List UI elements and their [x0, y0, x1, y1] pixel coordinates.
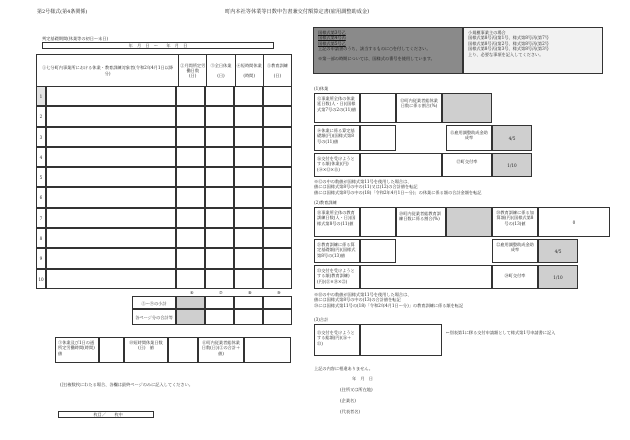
total-cell[interactable]: [205, 309, 234, 325]
section-title-leave: (1)休業: [314, 86, 329, 91]
fullday-cell[interactable]: [205, 86, 234, 106]
table-row: [36, 86, 292, 106]
total-days-field[interactable]: [244, 337, 291, 363]
training-cell[interactable]: [263, 228, 292, 248]
employee-name-cell[interactable]: [46, 147, 176, 167]
table-row: [36, 208, 292, 228]
row-number: 1: [36, 86, 46, 106]
training-town-rate-label: ㉔町交付率: [492, 265, 538, 289]
training-amount-field[interactable]: [360, 265, 492, 289]
employee-name-cell[interactable]: [46, 248, 176, 268]
workdays-cell[interactable]: [176, 208, 205, 228]
employee-name-cell[interactable]: [46, 127, 176, 147]
fullday-cell[interactable]: [205, 269, 234, 289]
shorttime-cell[interactable]: [234, 228, 263, 248]
form-type-option[interactable]: 国様式第5号乙: [318, 40, 346, 46]
workdays-cell[interactable]: [176, 86, 205, 106]
shorttime-cell[interactable]: [234, 127, 263, 147]
form-type-hint: 上記の申請書のうち、該当するものに○を付してください。: [318, 45, 431, 51]
form-type-box[interactable]: [313, 27, 463, 74]
employee-name-cell[interactable]: [46, 208, 176, 228]
table-row: [36, 269, 292, 289]
table-row: [36, 167, 292, 187]
fullday-cell[interactable]: [205, 208, 234, 228]
row-number: 6: [36, 187, 46, 207]
leave-ratio-label: ⑬町内従業者総休業日数に係る割合(%): [396, 93, 442, 123]
workdays-cell[interactable]: [176, 147, 205, 167]
fullday-cell[interactable]: [205, 167, 234, 187]
fullday-cell[interactable]: [205, 187, 234, 207]
grand-total-label: ㉕交付を受けようとする総額(円)(⑯＋㉓): [314, 324, 360, 356]
workdays-cell[interactable]: [176, 228, 205, 248]
fullday-cell[interactable]: [205, 248, 234, 268]
workdays-cell[interactable]: [176, 187, 205, 207]
col-mark: ⑧: [248, 290, 252, 295]
subtotal-cell[interactable]: [205, 296, 234, 309]
training-cell[interactable]: [263, 106, 292, 126]
section-training: [314, 207, 610, 237]
section-total: [314, 324, 590, 356]
col-mark: ⑨: [277, 290, 281, 295]
shorttime-cell[interactable]: [234, 106, 263, 126]
training-cell[interactable]: [263, 86, 292, 106]
fullday-cell[interactable]: [205, 147, 234, 167]
subtotal-block: [132, 296, 292, 325]
page-title: 町内本社等休業等日数申告書兼交付額算定書(雇用調整助成金): [225, 9, 370, 15]
declaration-date[interactable]: 年 月 日: [352, 376, 373, 381]
leave-amount-label: ⑯交付を受けようとする額(休業)(円)(⑭×⑬×⑮): [314, 153, 360, 177]
training-notes: ※⑱の中の数値が国様式第11号を使用した場合は、 値には国様式第8号の中の(13)の合計値を転記 ⑳には国様式第11号の(18)「令和2年4月1日～分)」の教育訓練に係る額を転記: [314, 292, 464, 308]
workdays-cell[interactable]: [176, 167, 205, 187]
hours-label: ③休業及び1日の通所定労働時間(時間) 値: [55, 337, 99, 363]
table-row: [36, 228, 292, 248]
workdays-cell[interactable]: [176, 269, 205, 289]
subtotal-label: ⑤〜⑨の小計: [132, 296, 176, 309]
subtotal-cell: [176, 296, 205, 309]
training-addition-label: ⑳教育訓練に係る加算額(円)(国様式第8号の(13)値: [492, 207, 538, 237]
form-type-option[interactable]: 国様式第4号丙: [318, 35, 346, 41]
employee-name-cell[interactable]: [46, 106, 176, 126]
col-header-workdays: ②月間所定労働日数 (日): [179, 55, 207, 87]
section-title-training: (2)教育訓練: [314, 200, 337, 205]
shorttime-cell[interactable]: [234, 167, 263, 187]
short-days-label: ⑩短時間休業日数(日) 値: [124, 337, 168, 363]
section-title-total: (3)合計: [314, 317, 329, 322]
section-training-2: [314, 239, 578, 289]
row-number: 8: [36, 228, 46, 248]
fullday-cell[interactable]: [205, 228, 234, 248]
declaration-representative[interactable]: (代表者名): [340, 409, 361, 414]
table-row: [36, 147, 292, 167]
row-number: 2: [36, 106, 46, 126]
section-leave: [314, 93, 492, 177]
shorttime-cell[interactable]: [234, 187, 263, 207]
employee-name-cell[interactable]: [46, 228, 176, 248]
page-counter[interactable]: 枚目／ 枚中: [58, 411, 154, 418]
col-header-fullday: ③全日休業 (日): [207, 55, 235, 87]
col-mark: ⑦: [219, 290, 223, 295]
training-base-field[interactable]: [360, 239, 396, 263]
form-number: 第2号様式(第4条関係): [37, 9, 88, 15]
row-number: 10: [36, 269, 46, 289]
total-label: 各ページ分の合計等: [132, 309, 176, 325]
subsidy-rate-value: 4/5: [492, 125, 532, 151]
table-row: [36, 187, 292, 207]
training-amount-label: ㉓交付を受けようとする額(教育訓練)(円)(㉑×⑲×㉒): [314, 265, 360, 289]
workdays-cell[interactable]: [176, 127, 205, 147]
total-cell[interactable]: [263, 309, 292, 325]
period-field[interactable]: 年 月 日 ～ 年 月 日: [42, 42, 274, 49]
employee-table: [36, 54, 292, 87]
shorttime-cell[interactable]: [234, 269, 263, 289]
fullday-cell[interactable]: [205, 106, 234, 126]
hours-field[interactable]: [99, 337, 124, 363]
fullday-cell[interactable]: [205, 127, 234, 147]
training-cell[interactable]: [263, 187, 292, 207]
table-row: [36, 127, 292, 147]
row-number: 5: [36, 167, 46, 187]
employee-rows: [36, 86, 292, 289]
workdays-cell[interactable]: [176, 106, 205, 126]
row-number: 4: [36, 147, 46, 167]
subtotal-cell[interactable]: [263, 296, 292, 309]
declaration-address[interactable]: (住所又は所在地): [340, 387, 373, 392]
training-cell[interactable]: [263, 208, 292, 228]
leave-notes: ※⑫の中の数値が国様式第11号を使用した場合は、 値には国様式第8号の中の(11)又は(12)の合計値を転記 値には国様式第8号の中の(18)「令和2年4月1日～分)」の休業に係る額の合計金額を転記: [314, 179, 482, 195]
training-ratio-field: [446, 207, 492, 237]
shorttime-cell[interactable]: [234, 86, 263, 106]
grand-total-note: ←別表第1に移る交付申請額として様式第1号申請書に記入: [446, 330, 556, 335]
town-rate-value: 1/10: [492, 153, 532, 177]
training-cell[interactable]: [263, 127, 292, 147]
row-number: 7: [36, 208, 46, 228]
training-addition-value[interactable]: 0: [538, 207, 610, 237]
training-days-label: ⑱事業所全体の教育訓練日数(人・日)(国様式第8号の(11)値: [314, 207, 360, 237]
total-cell: [176, 309, 205, 325]
employee-name-cell[interactable]: [46, 167, 176, 187]
row-number: 3: [36, 127, 46, 147]
training-rate-value: 4/5: [538, 239, 578, 263]
col-mark: ⑥: [190, 290, 194, 295]
shorttime-cell[interactable]: [234, 147, 263, 167]
shorttime-cell[interactable]: [234, 248, 263, 268]
employee-name-cell[interactable]: [46, 269, 176, 289]
short-days-field[interactable]: [168, 337, 198, 363]
employee-name-cell[interactable]: [46, 187, 176, 207]
subtotal-cell[interactable]: [234, 296, 263, 309]
total-cell[interactable]: [234, 309, 263, 325]
period-label: 判定基礎期間(休業等の初日～末日): [42, 36, 109, 41]
col-header-shorttime: ④短時間休業 (時間): [235, 55, 263, 87]
total-days-label: ⑪町内従業者総休業日数(日)(②の合計＋値): [198, 337, 244, 363]
employee-name-cell[interactable]: [46, 86, 176, 106]
shorttime-cell[interactable]: [234, 208, 263, 228]
col-header-training: ⑤教育訓練 (日): [263, 55, 291, 87]
training-ratio-label: ⑲町内従業者総教育訓練日数に係る割合(%): [396, 207, 446, 237]
leave-days-label: ⑫事業所全体の休業延日数(人・日)(国様式第7号の2の(11)値: [314, 93, 360, 123]
form-type-sub: ※第一部の時期については、国様式の番号を使用しています。: [318, 56, 435, 61]
form-type-option[interactable]: 国様式第3号乙: [318, 30, 346, 35]
row-number: 9: [36, 248, 46, 268]
training-base-label: ㉑教育訓練に係る算定基礎額(円)(国様式第8号の(13)値: [314, 239, 360, 263]
leave-days-field[interactable]: [360, 93, 396, 123]
footnote: (注)複数枚にわたる場合、各欄は最終ページのみに記入してください。: [60, 382, 193, 387]
training-rate-label: ㉒雇用調整助成金助成率: [492, 239, 538, 263]
leave-base-label: ⑭休業に係る算定基礎額(円)(国様式第8号の(11)値: [314, 125, 360, 151]
leave-base-field[interactable]: [360, 125, 396, 151]
leave-amount-field[interactable]: [360, 153, 442, 177]
bottom-calc-row: [55, 337, 291, 363]
training-cell[interactable]: [263, 248, 292, 268]
town-rate-label: ⑰町交付率: [442, 153, 492, 177]
grand-total-field[interactable]: [360, 324, 442, 356]
training-cell[interactable]: [263, 269, 292, 289]
col-header-employees: ①七分町内事業所における休業・教育訓練対象者(令和2年4月1日以降分): [37, 55, 179, 87]
table-row: [36, 248, 292, 268]
training-cell[interactable]: [263, 147, 292, 167]
small-business-box: 小規模事業主の場合 国様式第8号丙(第1号、様式第8号丙(第7号 国様式第8号丙(第2号、様式第8号丙(第2号 国様式第8号丙(第3号、様式第8号丙(第3号 上り、必要な事項を記入してください。: [463, 27, 603, 74]
leave-ratio-field: [442, 93, 492, 123]
declaration-company[interactable]: (企業名): [340, 398, 356, 403]
training-town-rate-value: 1/10: [538, 265, 578, 289]
workdays-cell[interactable]: [176, 248, 205, 268]
table-row: [36, 106, 292, 126]
subsidy-rate-label: ⑮雇用調整助成金助成率: [446, 125, 492, 151]
training-days-field[interactable]: [360, 207, 396, 237]
training-cell[interactable]: [263, 167, 292, 187]
declaration-text: 上記の内容に相違ありません。: [314, 366, 373, 371]
